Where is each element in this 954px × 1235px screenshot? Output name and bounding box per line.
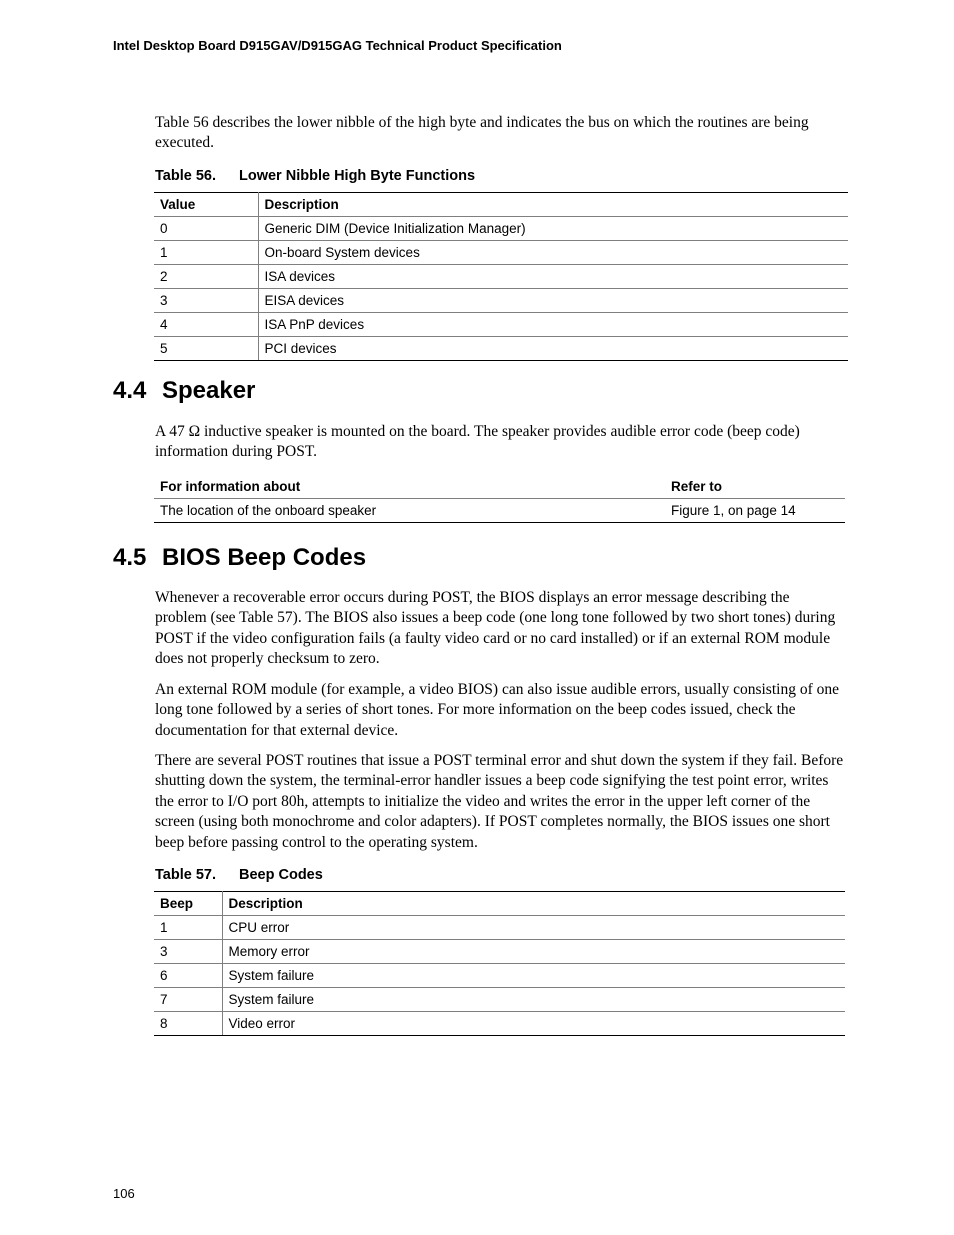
beep-cell: 3 xyxy=(154,940,222,964)
table-row xyxy=(154,289,848,313)
description-cell: System failure xyxy=(222,988,845,1012)
description-cell: PCI devices xyxy=(258,337,848,361)
column-header-info: For information about xyxy=(154,475,665,499)
beep-paragraph: Whenever a recoverable error occurs during POST, the BIOS displays an error message describing the problem (see Table 57). The BIOS also issues a beep code (one long tone followed by two short tones) during POST if the video configuration fails (a faulty video card or no card installed) or if an external ROM module does not properly checksum to zero. xyxy=(155,589,836,668)
description-cell: Video error xyxy=(222,1012,845,1036)
table-row xyxy=(154,217,848,241)
table56 xyxy=(154,192,848,361)
value-cell: 1 xyxy=(154,241,258,265)
table-row xyxy=(154,499,845,523)
column-header-beep: Beep xyxy=(154,892,222,916)
column-header-description: Description xyxy=(258,193,848,217)
beep-paragraph: There are several POST routines that issue a POST terminal error and shut down the system if they fail. Before shutting down the system, the terminal-error handler issues a beep code signifying the test point error, writes the error to I/O port 80h, attempts to initialize the video and writes the error in the upper left corner of the screen (using both monochrome and color adapters). If POST completes normally, the BIOS issues one short beep before passing control to the operating system. xyxy=(155,752,844,851)
description-cell: EISA devices xyxy=(258,289,848,313)
table-row xyxy=(154,313,848,337)
value-cell: 2 xyxy=(154,265,258,289)
table-row xyxy=(154,1012,845,1036)
speaker-section-heading xyxy=(113,377,255,405)
info-cell: The location of the onboard speaker xyxy=(154,499,665,523)
section-number: 4.4 xyxy=(113,377,147,404)
value-cell: 0 xyxy=(154,217,258,241)
table57-title: Beep Codes xyxy=(239,867,323,883)
column-header-description: Description xyxy=(222,892,845,916)
value-cell: 3 xyxy=(154,289,258,313)
value-cell: 4 xyxy=(154,313,258,337)
table-row xyxy=(154,988,845,1012)
speaker-paragraph: A 47 Ω inductive speaker is mounted on the board. The speaker provides audible error code (beep code) information during POST. xyxy=(155,423,800,461)
table57-number: Table 57. xyxy=(155,867,216,883)
beep-cell: 6 xyxy=(154,964,222,988)
beep-paragraph: An external ROM module (for example, a video BIOS) can also issue audible errors, usually consisting of one long tone followed by a series of short tones. For more information on the beep codes issued, check the documentation for that external device. xyxy=(155,681,839,739)
column-header-refer: Refer to xyxy=(665,475,845,499)
table-header-row xyxy=(154,892,845,916)
description-cell: ISA devices xyxy=(258,265,848,289)
table-header-row xyxy=(154,475,845,499)
intro-paragraph: Table 56 describes the lower nibble of the high byte and indicates the bus on which the routines are being executed. xyxy=(155,114,809,152)
table-row xyxy=(154,940,845,964)
table-row xyxy=(154,964,845,988)
value-cell: 5 xyxy=(154,337,258,361)
table56-number: Table 56. xyxy=(155,168,216,184)
refer-cell: Figure 1, on page 14 xyxy=(665,499,845,523)
table-row xyxy=(154,265,848,289)
table-header-row xyxy=(154,193,848,217)
table-row xyxy=(154,916,845,940)
description-cell: ISA PnP devices xyxy=(258,313,848,337)
table56-caption xyxy=(155,168,475,184)
description-cell: CPU error xyxy=(222,916,845,940)
table57 xyxy=(154,891,845,1036)
description-cell: System failure xyxy=(222,964,845,988)
description-cell: Memory error xyxy=(222,940,845,964)
speaker-refer-table xyxy=(154,475,845,523)
beep-section-heading xyxy=(113,544,366,572)
section-number: 4.5 xyxy=(113,544,147,571)
description-cell: On-board System devices xyxy=(258,241,848,265)
section-title: BIOS Beep Codes xyxy=(162,544,367,571)
table-row xyxy=(154,337,848,361)
page-number: 106 xyxy=(113,1186,135,1201)
running-header: Intel Desktop Board D915GAV/D915GAG Technical Product Specification xyxy=(113,38,562,53)
beep-cell: 7 xyxy=(154,988,222,1012)
beep-cell: 8 xyxy=(154,1012,222,1036)
column-header-value: Value xyxy=(154,193,258,217)
description-cell: Generic DIM (Device Initialization Manager) xyxy=(258,217,848,241)
table56-title: Lower Nibble High Byte Functions xyxy=(239,168,476,184)
beep-cell: 1 xyxy=(154,916,222,940)
table-row xyxy=(154,241,848,265)
table57-caption xyxy=(155,867,323,883)
section-title: Speaker xyxy=(162,377,256,404)
